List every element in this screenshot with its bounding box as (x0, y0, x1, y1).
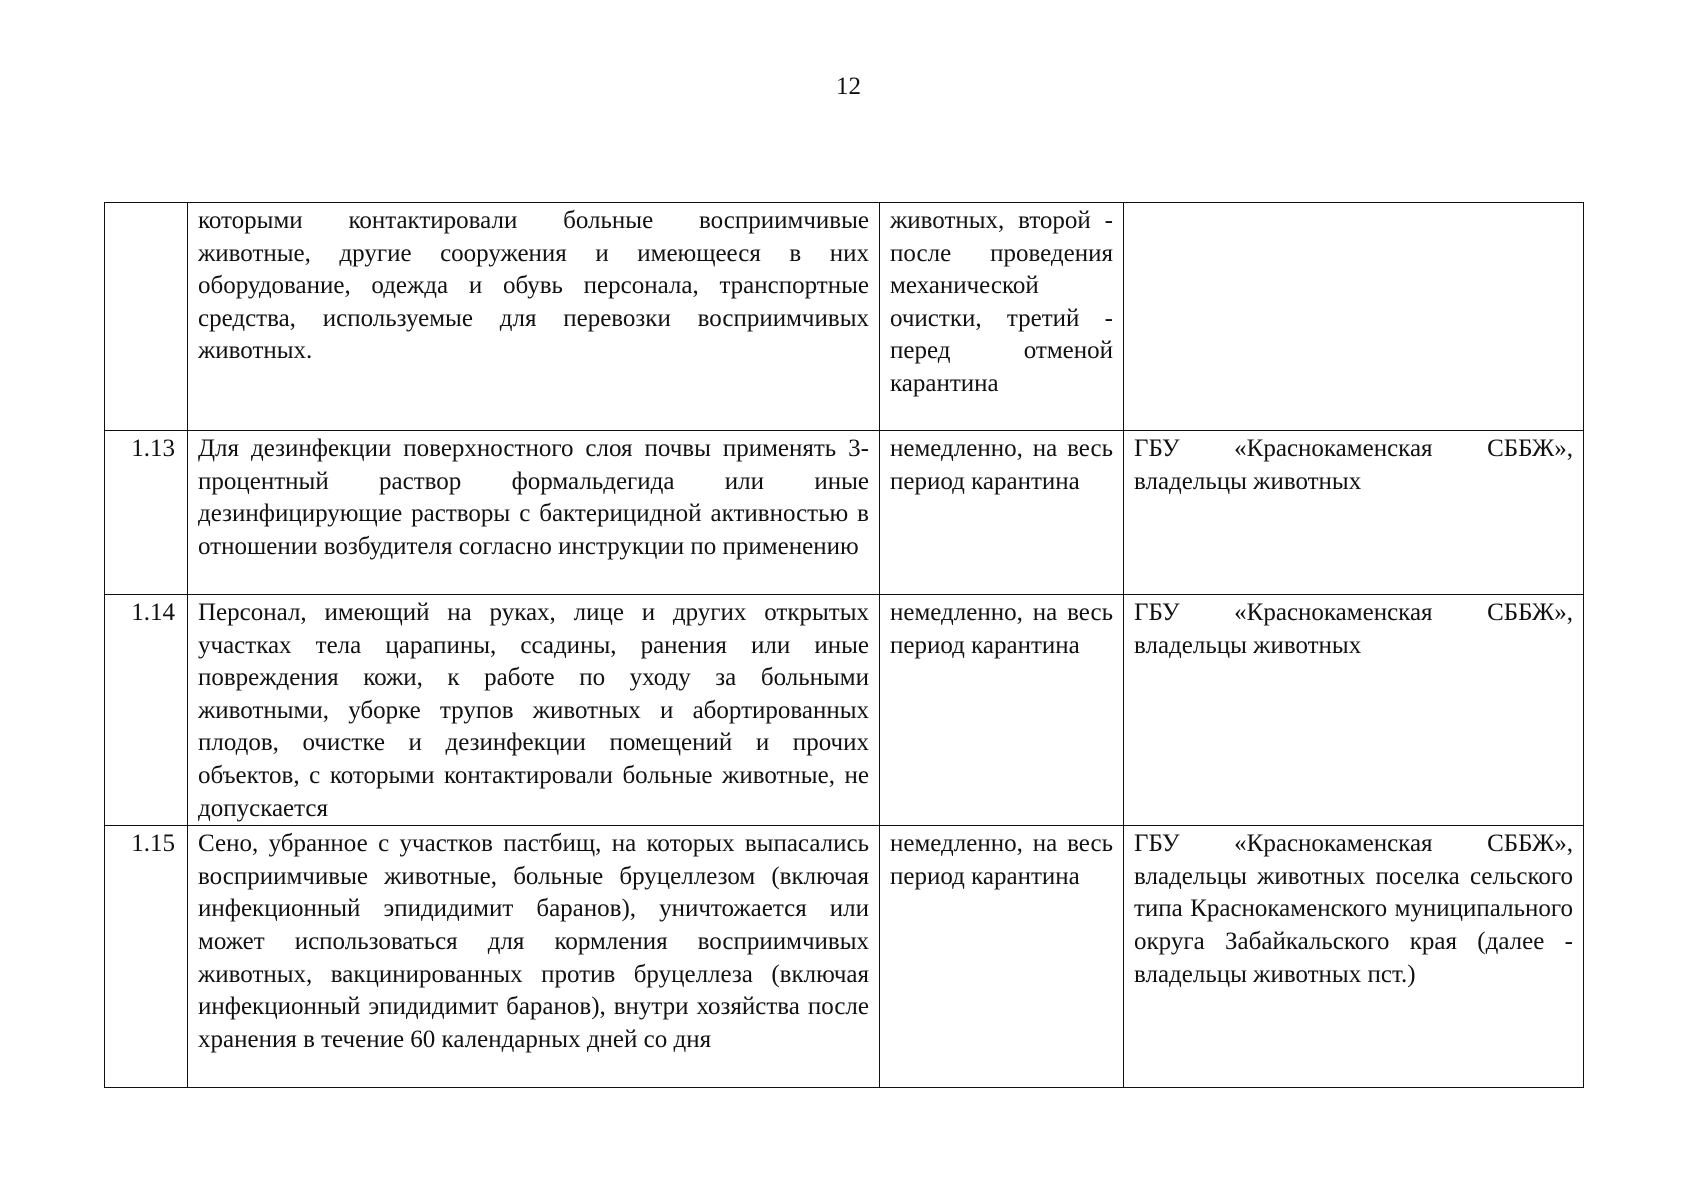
measure-cell: Сено, убранное с участков пастбищ, на которых выпасались восприимчивые животные, больные бруцеллезом (включая инфекционный эпидидимит баранов), уничтожается или может использоваться для кормления восприимчивых животных, вакцинированных против бруцеллеза (включая инфекционный эпидидимит баранов), внутри хозяйства после хранения в течение 60 календарных дней со дня (188, 826, 880, 1088)
term-cell: немедленно, на весь период карантина (880, 826, 1124, 1088)
responsible-cell (1124, 203, 1584, 431)
table-row (105, 431, 1584, 595)
row-number-cell: 1.13 (105, 431, 188, 595)
page-number: 12 (836, 73, 861, 100)
term-cell: животных, второй - после проведения механической очистки, третий - перед отменой карантина (880, 203, 1124, 431)
responsible-cell: ГБУ «Краснокаменская СББЖ», владельцы животных поселка сельского типа Краснокаменского муниципального округа Забайкальского края (далее - владельцы животных пст.) (1124, 826, 1584, 1088)
row-number-cell (105, 203, 188, 431)
measure-cell: Для дезинфекции поверхностного слоя почвы применять 3-процентный раствор формальдегида или иные дезинфицирующие растворы с бактерицидной активностью в отношении возбудителя согласно инструкции по применению (188, 431, 880, 595)
responsible-cell: ГБУ «Краснокаменская СББЖ», владельцы животных (1124, 431, 1584, 595)
measures-table (104, 202, 1584, 1088)
measure-cell: Персонал, имеющий на руках, лице и других открытых участках тела царапины, ссадины, ранения или иные повреждения кожи, к работе по уходу за больными животными, уборке трупов животных и абортированных плодов, очистке и дезинфекции помещений и прочих объектов, с которыми контактировали больные животные, не допускается (188, 595, 880, 826)
measure-cell: которыми контактировали больные восприимчивые животные, другие сооружения и имеющееся в них оборудование, одежда и обувь персонала, транспортные средства, используемые для перевозки восприимчивых животных. (188, 203, 880, 431)
term-cell: немедленно, на весь период карантина (880, 595, 1124, 826)
table-row (105, 595, 1584, 826)
table-row (105, 826, 1584, 1088)
row-number-cell: 1.14 (105, 595, 188, 826)
term-cell: немедленно, на весь период карантина (880, 431, 1124, 595)
row-number-cell: 1.15 (105, 826, 188, 1088)
responsible-cell: ГБУ «Краснокаменская СББЖ», владельцы животных (1124, 595, 1584, 826)
table-row (105, 203, 1584, 431)
